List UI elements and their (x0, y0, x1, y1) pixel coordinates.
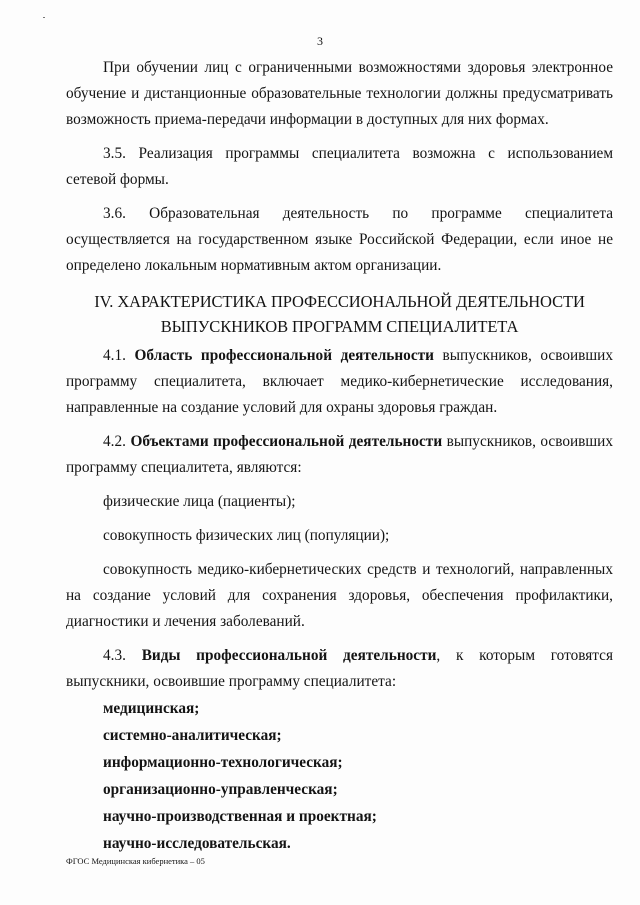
section-4-body (66, 343, 613, 857)
paragraph-4-3-number: 4.3. (103, 647, 126, 664)
paragraph-3-5: 3.5. Реализация программы специалитета возможна с использованием сетевой формы. (66, 145, 613, 188)
activity-item-6: научно-исследовательская. (103, 835, 291, 852)
activity-item-2: системно-аналитическая; (103, 727, 282, 744)
page-footer: ФГОС Медицинская кибернетика – 05 (66, 856, 205, 866)
activity-item-4: организационно-управленческая; (103, 781, 338, 798)
object-item-2: совокупность физических лиц (популяции); (103, 527, 390, 544)
object-item-3: совокупность медико-кибернетических средств и технологий, направленных на создание условий для сохранения здоровья, обеспечения профилактики, диагностики и лечения заболеваний. (66, 561, 613, 630)
paragraph-3-6: 3.6. Образовательная деятельность по программе специалитета осуществляется на государственном языке Российской Федерации, если иное не определено локальным нормативным актом организации. (66, 205, 613, 274)
activity-list (66, 695, 613, 857)
paragraph-accessibility: При обучении лиц с ограниченными возможностями здоровья электронное обучение и дистанционные образовательные технологии должны предусматривать возможность приема-передачи информации в доступных для них формах. (66, 59, 613, 128)
section-4-heading (66, 289, 613, 339)
page-number: 3 (317, 34, 323, 48)
paragraph-4-1-term: Область профессиональной деятельности (134, 347, 434, 364)
paragraph-4-2-term: Объектами профессиональной деятельности (130, 433, 443, 450)
paragraph-4-1-number: 4.1. (103, 347, 126, 364)
section-3-continuation (66, 55, 613, 279)
paragraph-4-3 (66, 643, 613, 695)
paragraph-4-3-term: Виды профессиональной деятельности (141, 647, 437, 664)
heading-line-2: ВЫПУСКНИКОВ ПРОГРАММ СПЕЦИАЛИТЕТА (160, 317, 519, 336)
paragraph-4-1-text: выпускников, освоивших программу специалитета, включает медико-кибернетические исследования, направленные на создание условий для охраны здоровья граждан. (66, 347, 613, 416)
activity-item-3: информационно-технологическая; (103, 754, 343, 771)
activity-item-5: научно-производственная и проектная; (103, 808, 377, 825)
scan-artifact (43, 17, 45, 18)
paragraph-4-2 (66, 429, 613, 481)
paragraph-4-2-text: выпускников, освоивших программу специалитета, являются: (66, 433, 613, 476)
paragraph-4-3-text: , к которым готовятся выпускники, освоившие программу специалитета: (66, 647, 613, 690)
heading-line-1: IV. ХАРАКТЕРИСТИКА ПРОФЕССИОНАЛЬНОЙ ДЕЯТЕЛЬНОСТИ (94, 292, 585, 311)
activity-item-1: медицинская; (103, 700, 200, 717)
paragraph-4-2-number: 4.2. (103, 433, 126, 450)
paragraph-4-1 (66, 343, 613, 421)
object-item-1: физические лица (пациенты); (103, 493, 296, 510)
